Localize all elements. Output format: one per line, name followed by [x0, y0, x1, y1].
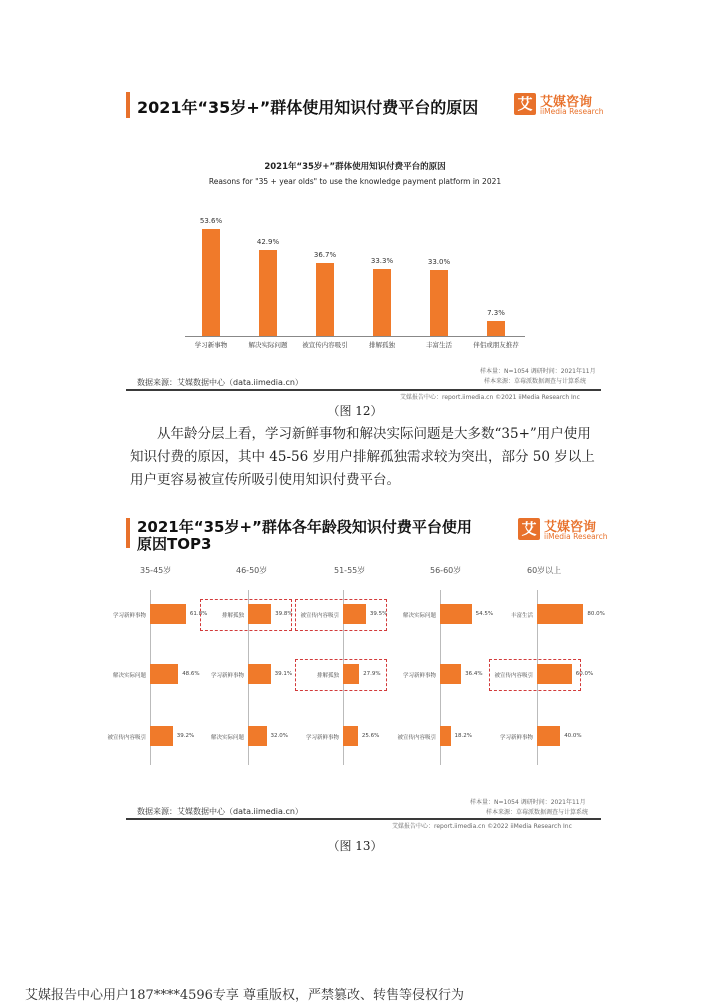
chart2-category-label: 学习新鲜事物 [210, 673, 244, 679]
chart2-category-label: 排解孤独 [316, 673, 339, 679]
chart2-bar [343, 604, 366, 624]
chart2-category-label: 学习新鲜事物 [112, 613, 146, 619]
chart1-data-label: 36.7% [313, 250, 337, 259]
chart2-group-axis [248, 590, 249, 765]
chart1-bar [316, 263, 334, 336]
chart1-bar [373, 269, 391, 336]
chart2-category-label: 丰富生活 [510, 613, 533, 619]
chart1-sample-line2: 样本来源：草莓派数据调查与计算系统 [484, 378, 587, 385]
chart2-category-label: 被宣传内容吸引 [494, 673, 533, 679]
chart2-bar [248, 604, 271, 624]
chart2-data-label: 60.0% [575, 671, 594, 677]
chart2-bar [343, 726, 358, 746]
chart1-category-label: 被宣传内容吸引 [302, 341, 348, 349]
chart1-sample-line1: 样本量：N=1054 调研时间：2021年11月 [480, 368, 596, 375]
chart2-bar [440, 726, 451, 746]
chart2-data-label: 80.0% [587, 611, 605, 617]
section2-header-line2: 原因TOP3 [137, 535, 212, 553]
figure13-caption: （图 13） [327, 839, 383, 853]
chart2-bar [150, 664, 178, 684]
chart2-highlight-box [295, 599, 387, 631]
chart1-footer-rule [126, 389, 601, 391]
chart2-data-label: 61.8% [189, 611, 208, 617]
iimedia-logo-icon: 艾 [514, 93, 536, 115]
chart2-group-label: 35-45岁 [140, 566, 172, 575]
chart2-data-label: 39.1% [274, 671, 293, 677]
chart2-group-axis [343, 590, 344, 765]
chart2-data-label: 48.6% [182, 671, 200, 677]
chart2-group-axis [440, 590, 441, 765]
chart2-data-label: 39.5% [369, 611, 388, 617]
iimedia-logo2-icon: 艾 [518, 518, 540, 540]
chart1-data-label: 42.9% [256, 238, 280, 247]
chart2-data-label: 39.2% [176, 733, 195, 739]
chart1-data-label: 33.0% [427, 258, 451, 266]
logo-en-text: iiMedia Research [540, 107, 604, 116]
chart2-category-label: 被宣传内容吸引 [397, 735, 436, 741]
header2-accent-bar [126, 518, 130, 548]
chart2-category-label: 被宣传内容吸引 [107, 735, 146, 741]
chart2-bar [150, 726, 173, 746]
chart2-bar [537, 726, 560, 746]
chart2-group-axis [537, 590, 538, 765]
chart2-bar [440, 604, 472, 624]
chart2-category-label: 学习新鲜事物 [499, 735, 533, 741]
chart2-bar [248, 664, 271, 684]
chart1-source: 数据来源：艾媒数据中心（data.iimedia.cn） [137, 378, 303, 387]
chart2-bar [537, 604, 583, 624]
chart1-category-label: 学习新事物 [194, 341, 228, 349]
chart2-highlight-box [489, 659, 581, 691]
chart2-category-label: 排解孤独 [221, 613, 244, 619]
chart1-footer: 艾媒报告中心：report.iimedia.cn ©2021 iiMedia Research Inc [400, 394, 580, 401]
chart1-bar [487, 321, 505, 336]
chart2-category-label: 被宣传内容吸引 [300, 613, 339, 619]
chart2-highlight-box [200, 599, 292, 631]
chart2-category-label: 解决实际问题 [210, 735, 244, 741]
chart1-subtitle: Reasons for "35 + year olds" to use the knowledge payment platform in 2021 [208, 177, 502, 186]
chart2-bar [440, 664, 461, 684]
logo2-cn-text: 艾媒咨询 [544, 520, 597, 535]
chart2-bar [537, 664, 572, 684]
figure12-caption: （图 12） [327, 404, 383, 418]
chart2-category-label: 学习新鲜事物 [305, 735, 339, 741]
chart1-data-label: 33.3% [370, 257, 394, 266]
chart1-data-label: 53.6% [199, 216, 223, 225]
chart2-sample-line2: 样本来源：草莓派数据调查与计算系统 [486, 809, 589, 816]
chart2-group-axis [150, 590, 151, 765]
logo2-en-text: iiMedia Research [544, 532, 608, 541]
chart2-footer-rule [126, 818, 601, 820]
logo-cn-text: 艾媒咨询 [540, 95, 593, 110]
chart1-plot [185, 200, 525, 360]
header-accent-bar [126, 92, 130, 118]
chart2-data-label: 25.6% [361, 733, 380, 739]
chart2-category-label: 解决实际问题 [402, 613, 436, 619]
chart1-category-label: 伴侣或朋友推荐 [473, 341, 519, 349]
chart1-category-label: 排解孤独 [369, 341, 395, 349]
chart1-baseline [185, 336, 525, 337]
chart2-group-label: 56-60岁 [430, 566, 462, 575]
watermark-text: 艾媒报告中心用户187****4596专享 尊重版权，严禁篡改、转售等侵权行为 [25, 988, 465, 1003]
chart2-bar [343, 664, 359, 684]
body-paragraph: 从年龄分层上看，学习新鲜事物和解决实际问题是大多数“35+”用户使用知识付费的原因，其中 45-56 岁用户排解孤独需求较为突出，部分 50 岁以上用户更容易被宣传所吸引使用知识付费平台。 [130, 426, 595, 488]
chart2-data-label: 32.0% [270, 733, 289, 739]
chart2-source: 数据来源：艾媒数据中心（data.iimedia.cn） [137, 807, 303, 816]
chart2-data-label: 39.8% [275, 611, 293, 617]
chart2-bar [248, 726, 267, 746]
chart1-bar [259, 250, 277, 336]
section2-header-line1: 2021年“35岁+”群体各年龄段知识付费平台使用 [137, 518, 472, 536]
chart1-category-label: 丰富生活 [426, 341, 452, 349]
chart2-data-label: 54.5% [475, 611, 494, 617]
chart1-bar [202, 229, 220, 336]
chart2-data-label: 18.2% [454, 733, 473, 739]
chart2-group-label: 51-55岁 [334, 566, 366, 575]
section1-header-title: 2021年“35岁+”群体使用知识付费平台的原因 [137, 98, 479, 117]
chart2-bar [150, 604, 186, 624]
chart1-title: 2021年“35岁+”群体使用知识付费平台的原因 [264, 162, 446, 172]
chart2-highlight-box [295, 659, 387, 691]
chart2-sample-line1: 样本量：N=1054 调研时间：2021年11月 [470, 799, 586, 806]
chart1-category-label: 解决实际问题 [248, 341, 288, 349]
chart2-group-label: 46-50岁 [236, 566, 268, 575]
chart2-footer: 艾媒报告中心：report.iimedia.cn ©2022 iiMedia Research Inc [392, 823, 572, 830]
chart2-group-label: 60岁以上 [527, 566, 562, 575]
chart2-data-label: 40.0% [564, 733, 582, 739]
chart2-category-label: 学习新鲜事物 [402, 673, 436, 679]
chart2-data-label: 36.4% [465, 671, 483, 677]
chart1-data-label: 7.3% [487, 309, 505, 318]
chart2-data-label: 27.9% [363, 671, 381, 677]
chart2-category-label: 解决实际问题 [112, 673, 146, 679]
chart1-bar [430, 270, 448, 336]
